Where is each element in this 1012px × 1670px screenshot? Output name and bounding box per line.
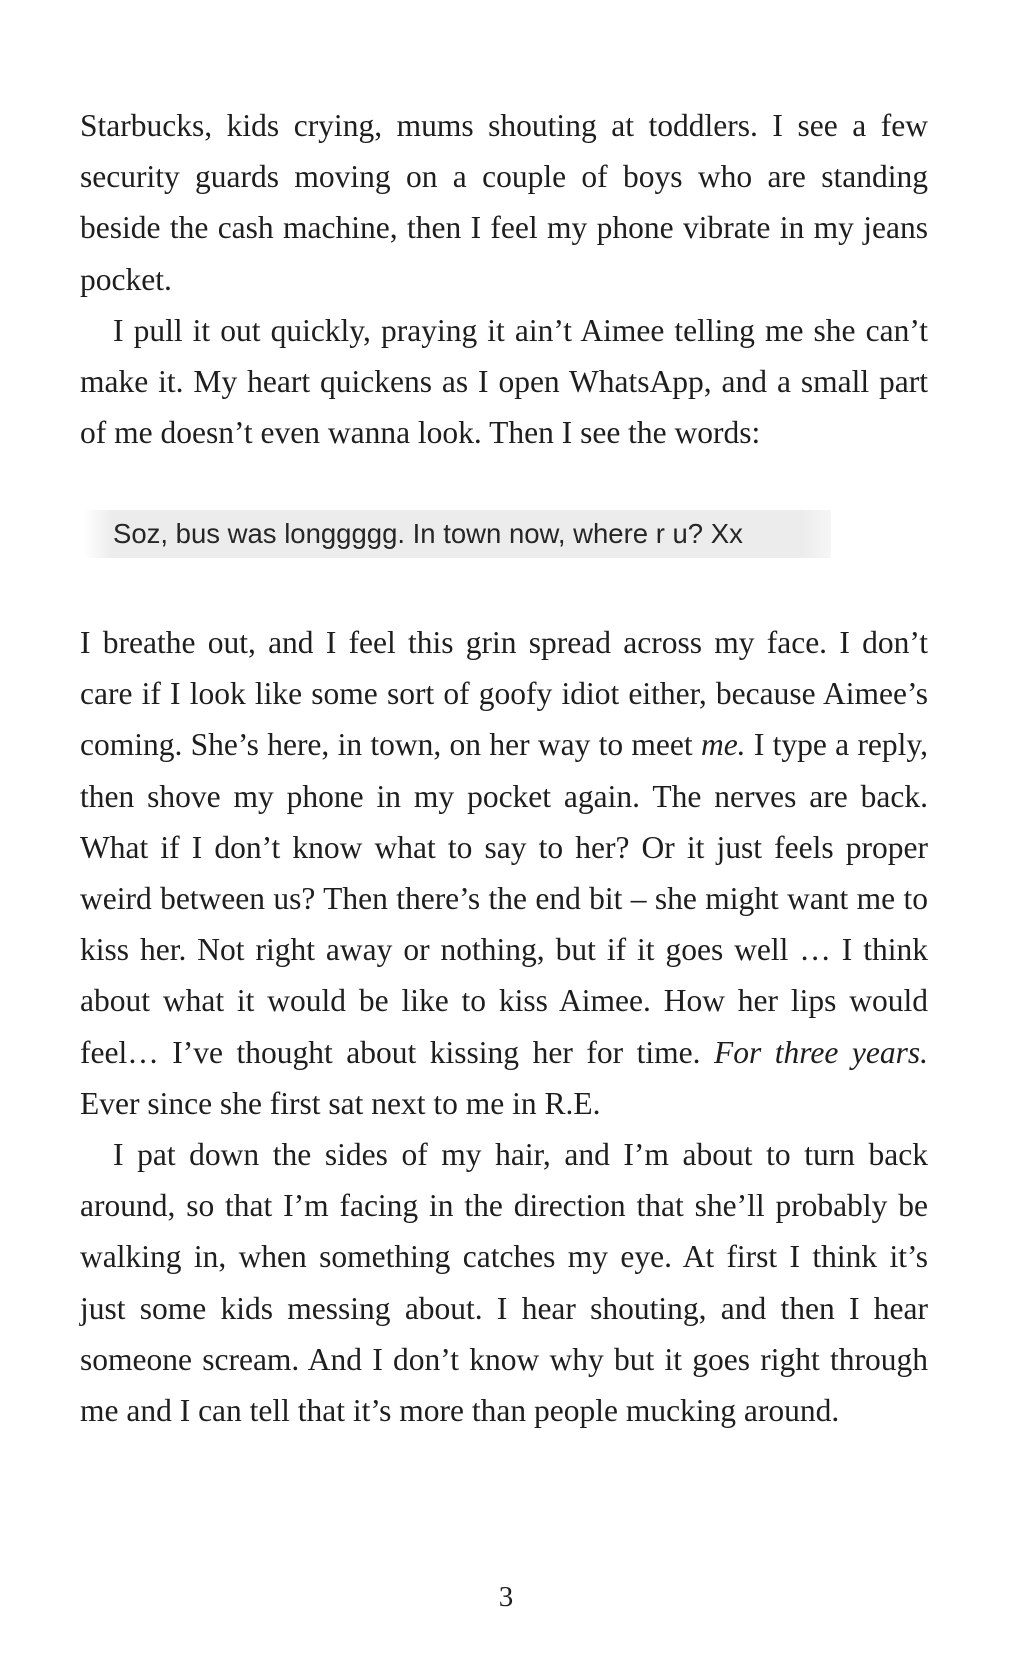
paragraph-2: I pull it out quickly, praying it ain’t Aimee telling me she can’t make it. My heart quickens as I open WhatsApp, and a small part of me doesn’t even wanna look. Then I see the words: xyxy=(80,312,928,451)
paragraph-3-text-a: I breathe out, and I feel this grin spread across my face. I don’t care if I look like some sort of goofy idiot either, because Aimee’s coming. She’s here, in town, on her way to meet xyxy=(80,625,928,763)
paragraph-3-emphasis-me: me. xyxy=(700,727,746,763)
page-number: 3 xyxy=(498,1581,514,1613)
paragraph-3 xyxy=(80,617,928,1129)
paragraph-1: Starbucks, kids crying, mums shouting at toddlers. I see a few security guards moving on a couple of boys who are standing beside the cash machine, then I feel my phone vibrate in my jeans pocket. xyxy=(80,108,928,297)
whatsapp-message: Soz, bus was longgggg. In town now, where r u? Xx xyxy=(83,510,831,558)
paragraph-4: I pat down the sides of my hair, and I’m about to turn back around, so that I’m facing in the direction that she’ll probably be walking in, when something catches my eye. At first I think it’s just some kids messing about. I hear shouting, and then I hear someone scream. And I don’t know why but it goes right through me and I can tell that it’s more than people mucking around. xyxy=(80,1137,928,1429)
text-block-top xyxy=(80,100,928,458)
paragraph-3-text-b: I type a reply, then shove my phone in my pocket again. The nerves are back. What if I don’t know what to say to her? Or it just feels proper weird between us? Then there’s the end bit – she might want me to kiss her. Not right away or nothing, but if it goes well … I think about what it would be like to kiss Aimee. How her lips would feel… I’ve thought about kissing her for time. xyxy=(80,727,928,1070)
paragraph-3-text-c: Ever since she first sat next to me in R.E. xyxy=(80,1085,601,1121)
paragraph-3-emphasis-three-years: For three years. xyxy=(714,1034,928,1070)
text-block-bottom xyxy=(80,617,928,1436)
